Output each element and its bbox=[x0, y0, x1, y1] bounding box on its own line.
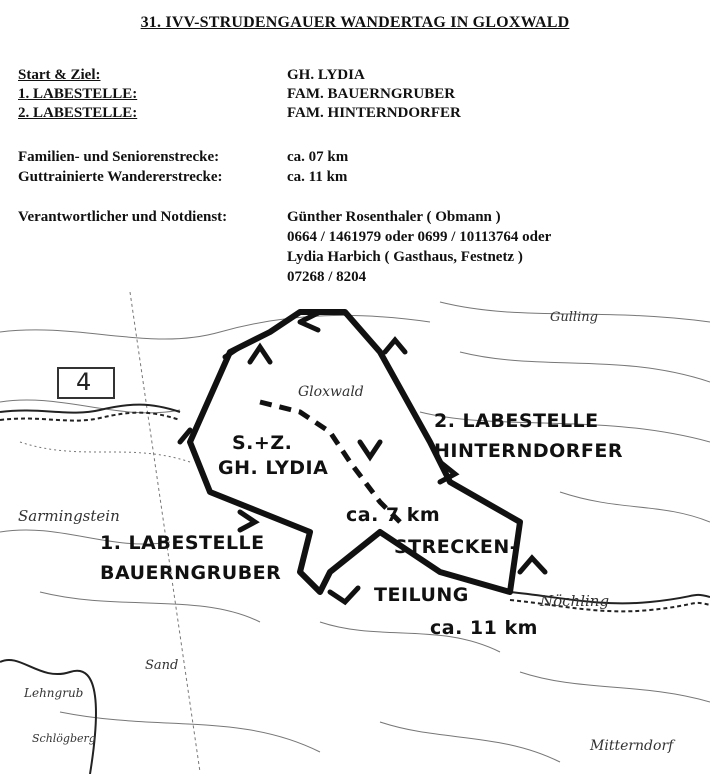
family-route-distance: ca. 07 km bbox=[287, 149, 349, 165]
map-grid-number: 4 bbox=[76, 368, 92, 396]
place-sarmingstein: Sarmingstein bbox=[18, 507, 120, 525]
place-gloxwald: Gloxwald bbox=[298, 384, 364, 400]
labestelle-2-label: 2. LABESTELLE: bbox=[18, 105, 138, 121]
contact-line-alt: Lydia Harbich ( Gasthaus, Festnetz ) bbox=[287, 249, 523, 265]
distance-7km-label: ca. 7 km bbox=[346, 504, 441, 526]
distance-11km-label: ca. 11 km bbox=[430, 617, 538, 639]
place-noechling: Nöchling bbox=[540, 592, 610, 610]
start-finish-label: S.+Z. bbox=[232, 432, 293, 454]
labestelle-1-label: 1. LABESTELLE: bbox=[18, 86, 138, 102]
place-lehngrub: Lehngrub bbox=[24, 686, 84, 700]
place-gulling: Gulling bbox=[550, 310, 598, 325]
start-ziel-value: GH. LYDIA bbox=[287, 67, 365, 83]
route-split-label-top: STRECKEN- bbox=[394, 536, 519, 558]
contact-line-name: Günther Rosenthaler ( Obmann ) bbox=[287, 209, 501, 225]
labestelle-1-value: FAM. BAUERNGRUBER bbox=[287, 86, 456, 102]
station-2-label: 2. LABESTELLE bbox=[434, 410, 599, 432]
place-schlogberg: Schlögberg bbox=[32, 732, 96, 745]
family-route-label: Familien- und Seniorenstrecke: bbox=[18, 149, 220, 165]
start-ziel-label: Start & Ziel: bbox=[18, 67, 101, 83]
trained-route-distance: ca. 11 km bbox=[287, 169, 348, 185]
start-finish-name: GH. LYDIA bbox=[218, 457, 329, 479]
route-map bbox=[0, 292, 710, 774]
station-1-name: BAUERNGRUBER bbox=[100, 562, 282, 584]
station-2-name: HINTERNDORFER bbox=[434, 440, 623, 462]
labestelle-2-value: FAM. HINTERNDORFER bbox=[287, 105, 461, 121]
page-title: 31. IVV-STRUDENGAUER WANDERTAG IN GLOXWALD bbox=[140, 14, 570, 31]
place-sand: Sand bbox=[145, 658, 179, 673]
contact-label: Verantwortlicher und Notdienst: bbox=[18, 209, 228, 225]
contact-line-phones: 0664 / 1461979 oder 0699 / 10113764 oder bbox=[287, 229, 552, 245]
route-split-label-bottom: TEILUNG bbox=[374, 584, 469, 606]
contact-line-landline: 07268 / 8204 bbox=[287, 269, 367, 285]
trained-route-label: Guttrainierte Wandererstrecke: bbox=[18, 169, 223, 185]
place-mitterndorf: Mitterndorf bbox=[590, 738, 674, 754]
station-1-label: 1. LABESTELLE bbox=[100, 532, 265, 554]
